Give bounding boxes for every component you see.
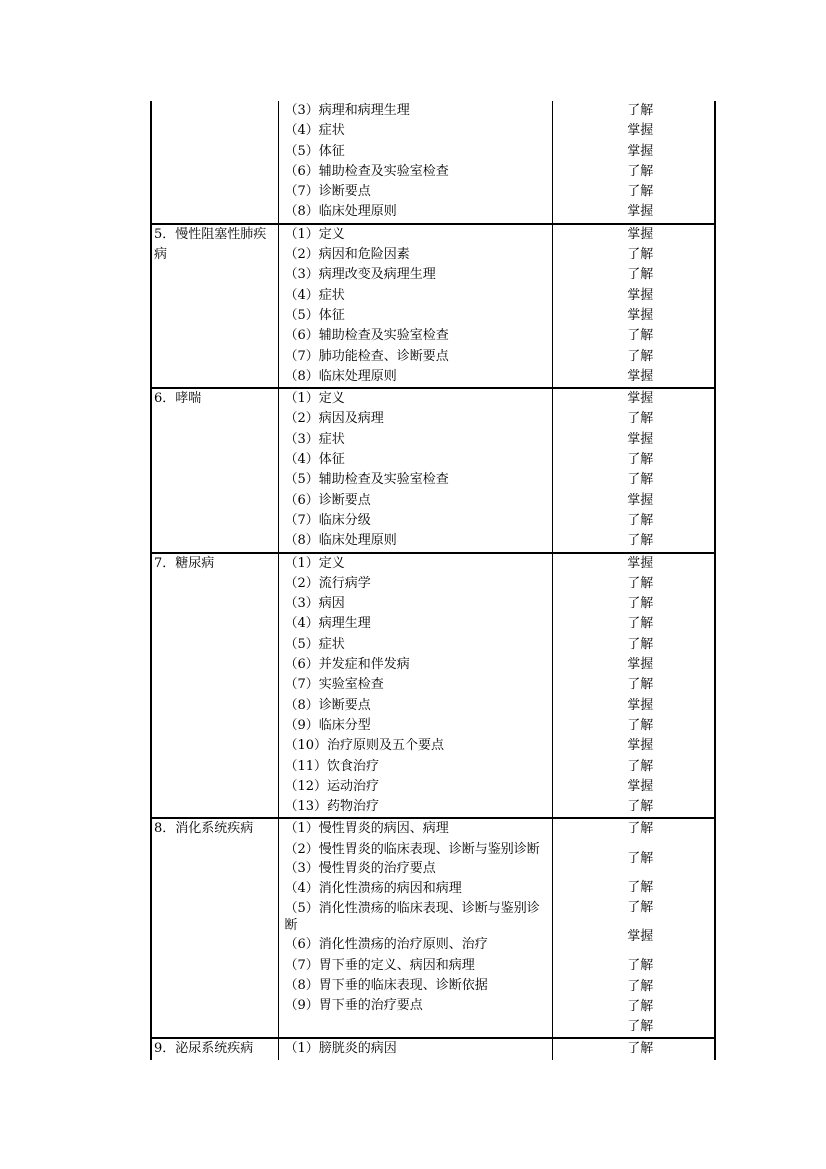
content-item: （3）病理改变及病理生理: [284, 267, 436, 283]
content-item: （4）症状: [284, 123, 345, 139]
content-item: （7）胃下垂的定义、病因和病理: [284, 957, 475, 973]
topic-label: 9．泌尿系统疾病: [154, 1041, 254, 1057]
requirement-level: 了解: [627, 103, 654, 118]
topic-group-row: [151, 553, 715, 819]
requirement-level: 了解: [627, 899, 654, 915]
content-item: （9）临床分型: [284, 717, 371, 733]
requirement-level: 掌握: [627, 368, 654, 384]
content-item: （1）慢性胃炎的病因、病理: [284, 821, 449, 837]
requirement-level: 了解: [627, 1019, 654, 1035]
requirement-level: 了解: [627, 758, 654, 774]
requirement-level: 了解: [627, 411, 654, 427]
content-items-cell: [278, 101, 552, 224]
content-item: （10）治疗原则及五个要点: [284, 738, 445, 754]
topic-label: 5．慢性阻塞性肺疾病: [154, 226, 267, 262]
requirement-level: 了解: [627, 998, 654, 1014]
content-item: （7）实验室检查: [284, 677, 384, 693]
content-item: （4）体征: [284, 452, 345, 468]
requirement-level: 掌握: [627, 226, 654, 242]
content-item: （5）体征: [284, 307, 345, 323]
content-item: （2）病因和危险因素: [284, 247, 410, 263]
requirement-levels-cell: [552, 818, 715, 1038]
requirement-level: 了解: [627, 267, 654, 283]
requirement-level: 了解: [627, 879, 654, 895]
requirement-level: 掌握: [627, 555, 654, 571]
content-item: （8）诊断要点: [284, 697, 371, 713]
requirement-level: 了解: [627, 799, 654, 815]
content-item: （1）定义: [284, 555, 345, 571]
content-item: （3）病理和病理生理: [284, 103, 410, 118]
requirement-level: 了解: [627, 247, 654, 263]
content-item: （12）运动治疗: [284, 778, 380, 794]
topic-group-row: [151, 388, 715, 552]
syllabus-table-body: [151, 101, 715, 1060]
requirement-level: 了解: [627, 512, 654, 528]
requirement-level: 掌握: [627, 204, 654, 220]
syllabus-table: [150, 101, 716, 1060]
requirement-level: 了解: [627, 328, 654, 344]
content-item: （4）病理生理: [284, 616, 371, 632]
content-items-cell: [278, 1038, 552, 1059]
requirement-level: 了解: [627, 472, 654, 488]
content-item: （2）流行病学: [284, 575, 371, 591]
requirement-level: 了解: [627, 184, 654, 200]
requirement-levels-cell: [552, 224, 715, 388]
content-item: （5）症状: [284, 636, 345, 652]
requirement-level: 了解: [627, 575, 654, 591]
requirement-level: 了解: [627, 452, 654, 468]
topic-label: 8．消化系统疾病: [154, 821, 254, 837]
requirement-level: 了解: [627, 163, 654, 179]
requirement-level: 了解: [627, 616, 654, 632]
requirement-level: 了解: [627, 533, 654, 549]
topic-group-row: [151, 1038, 715, 1059]
content-item: （3）症状: [284, 431, 345, 447]
requirement-level: 掌握: [627, 143, 654, 159]
topic-group-row: [151, 101, 715, 224]
content-item: （8）临床处理原则: [284, 533, 397, 549]
content-item: （9）胃下垂的治疗要点: [284, 998, 423, 1014]
topic-label: 7．糖尿病: [154, 555, 215, 571]
content-item: （1）定义: [284, 391, 345, 407]
content-item: （6）辅助检查及实验室检查: [284, 163, 449, 179]
requirement-level: 掌握: [627, 929, 654, 945]
content-item: （1）膀胱炎的病因: [284, 1041, 397, 1057]
content-items-cell: [278, 818, 552, 1038]
content-item: （8）临床处理原则: [284, 368, 397, 384]
requirement-level: 了解: [627, 821, 654, 837]
requirement-level: 掌握: [627, 287, 654, 303]
content-item: （5）辅助检查及实验室检查: [284, 472, 449, 488]
requirement-level: 掌握: [627, 391, 654, 407]
topic-cell: [151, 818, 278, 1038]
requirement-level: 掌握: [627, 431, 654, 447]
content-item: （2）慢性胃炎的临床表现、诊断与鉴别诊断: [284, 841, 540, 857]
content-item: （3）慢性胃炎的治疗要点: [284, 860, 436, 876]
requirement-level: 了解: [627, 1041, 654, 1057]
requirement-level: 掌握: [627, 307, 654, 323]
topic-cell: [151, 388, 278, 552]
requirement-levels-cell: [552, 553, 715, 819]
content-item: （3）病因: [284, 596, 345, 612]
topic-label: 6．哮喘: [154, 391, 202, 407]
requirement-level: 了解: [627, 677, 654, 693]
content-item: （8）胃下垂的临床表现、诊断依据: [284, 977, 488, 993]
topic-group-row: [151, 224, 715, 388]
requirement-level: 掌握: [627, 697, 654, 713]
requirement-level: 掌握: [627, 778, 654, 794]
requirement-level: 掌握: [627, 123, 654, 139]
requirement-level: 了解: [627, 636, 654, 652]
content-item: （5）消化性溃疡的临床表现、诊断与鉴别诊断: [284, 901, 540, 934]
requirement-level: 了解: [627, 348, 654, 364]
content-item: （11）饮食治疗: [284, 758, 380, 774]
content-item: （4）消化性溃疡的病因和病理: [284, 880, 462, 896]
content-item: （6）诊断要点: [284, 492, 371, 508]
content-items-cell: [278, 553, 552, 819]
content-item: （7）肺功能检查、诊断要点: [284, 348, 449, 364]
requirement-level: 了解: [627, 958, 654, 974]
requirement-level: 了解: [627, 717, 654, 733]
content-items-cell: [278, 224, 552, 388]
content-item: （6）辅助检查及实验室检查: [284, 328, 449, 344]
requirement-level: 了解: [627, 596, 654, 612]
requirement-levels-cell: [552, 101, 715, 224]
content-item: （4）症状: [284, 287, 345, 303]
content-item: （1）定义: [284, 226, 345, 242]
content-item: （8）临床处理原则: [284, 204, 397, 220]
requirement-levels-cell: [552, 1038, 715, 1059]
requirement-level: 了解: [627, 978, 654, 994]
content-item: （7）诊断要点: [284, 184, 371, 200]
content-item: （2）病因及病理: [284, 411, 384, 427]
topic-cell: [151, 101, 278, 224]
topic-cell: [151, 224, 278, 388]
topic-cell: [151, 553, 278, 819]
content-item: （6）并发症和伴发病: [284, 657, 410, 673]
content-items-cell: [278, 388, 552, 552]
requirement-level: 掌握: [627, 657, 654, 673]
content-item: （5）体征: [284, 143, 345, 159]
requirement-level: 掌握: [627, 738, 654, 754]
content-item: （6）消化性溃疡的治疗原则、治疗: [284, 937, 488, 953]
content-item: （13）药物治疗: [284, 799, 380, 815]
topic-group-row: [151, 818, 715, 1038]
requirement-levels-cell: [552, 388, 715, 552]
content-item: （7）临床分级: [284, 512, 371, 528]
requirement-level: 掌握: [627, 492, 654, 508]
topic-cell: [151, 1038, 278, 1059]
requirement-level: 了解: [627, 850, 654, 866]
